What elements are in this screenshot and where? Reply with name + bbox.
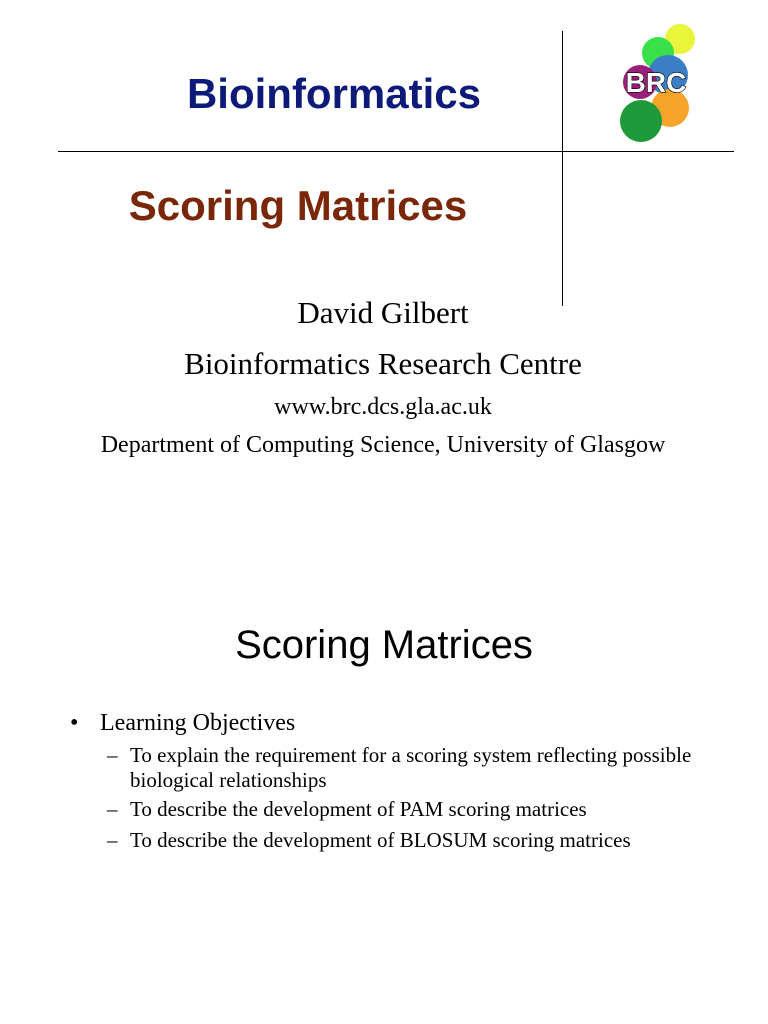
logo-text: BRC bbox=[625, 67, 687, 98]
department: Department of Computing Science, University of Glasgow bbox=[100, 432, 666, 458]
website-url: www.brc.dcs.gla.ac.uk bbox=[274, 394, 492, 420]
research-centre: Bioinformatics Research Centre bbox=[184, 346, 582, 381]
brc-logo bbox=[610, 20, 704, 146]
slide-2-title: Scoring Matrices bbox=[235, 623, 533, 667]
slide-subtitle: Scoring Matrices bbox=[128, 182, 468, 229]
bullet-item bbox=[70, 708, 295, 738]
vertical-divider bbox=[562, 31, 563, 306]
sub-item-text: To describe the development of BLOSUM scoring matrices bbox=[130, 828, 631, 852]
sub-item bbox=[107, 828, 717, 853]
sub-item bbox=[107, 743, 717, 793]
slide-title: Bioinformatics bbox=[186, 70, 482, 117]
dash-marker: – bbox=[107, 828, 118, 852]
horizontal-divider bbox=[58, 151, 734, 152]
bullet-dot: • bbox=[70, 710, 79, 736]
dash-marker: – bbox=[107, 743, 118, 767]
sub-item bbox=[107, 797, 717, 822]
sub-item-text: To explain the requirement for a scoring system reflecting possible biological relationships bbox=[130, 743, 692, 792]
dash-marker: – bbox=[107, 797, 118, 821]
sub-item-text: To describe the development of PAM scoring matrices bbox=[130, 797, 587, 821]
bullet-text: Learning Objectives bbox=[100, 710, 296, 736]
author-name: David Gilbert bbox=[297, 295, 469, 330]
